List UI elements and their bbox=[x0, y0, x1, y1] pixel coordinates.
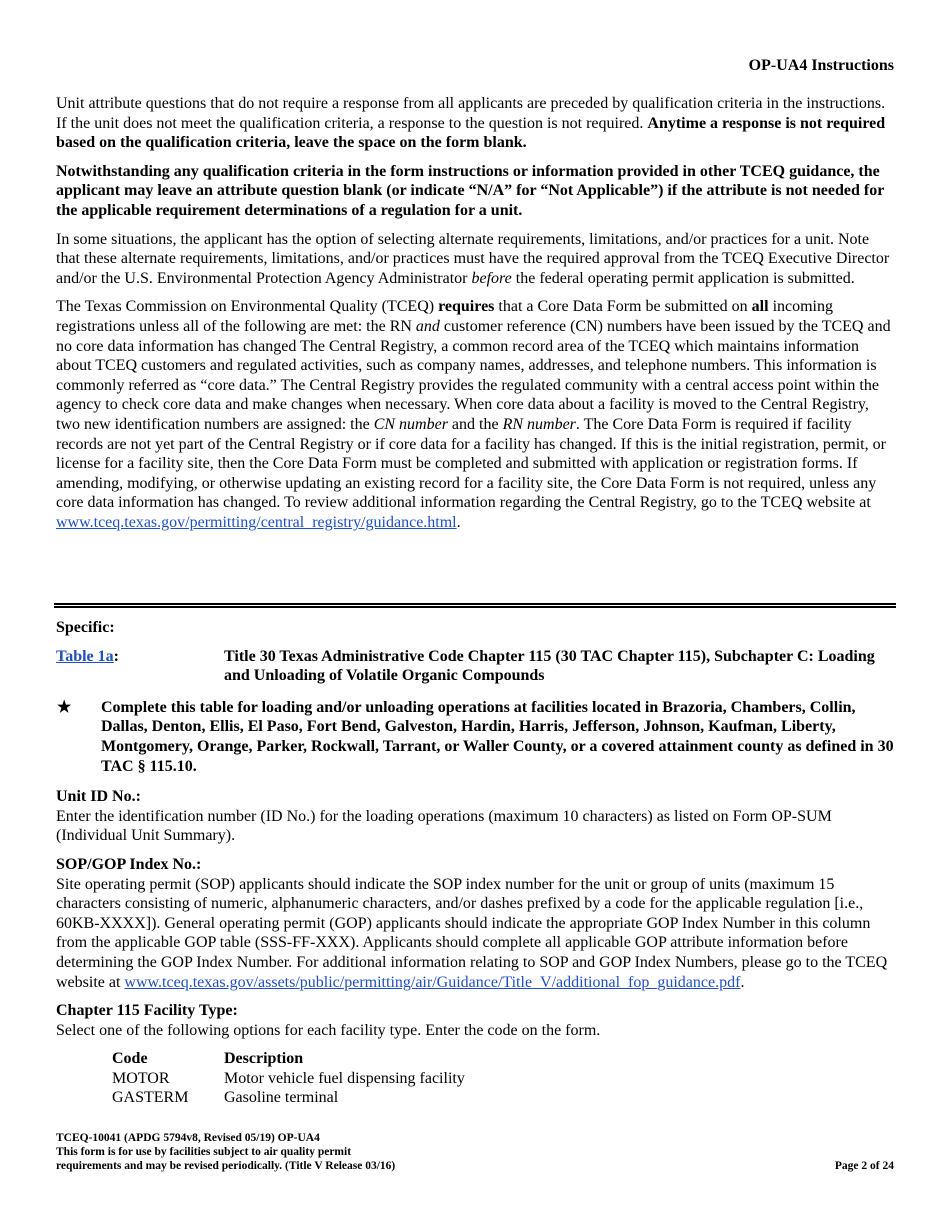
paragraph-italic-text: CN number bbox=[373, 415, 448, 433]
paragraph-bold-text: all bbox=[751, 298, 769, 316]
intro-content bbox=[56, 94, 896, 541]
paragraph-text: . bbox=[456, 513, 461, 531]
fop-guidance-link[interactable]: www.tceq.texas.gov/assets/public/permitting/air/Guidance/Title_V/additional_fop_guidance.pdf bbox=[124, 973, 741, 991]
paragraph-text: The Texas Commission on Environmental Quality (TCEQ) bbox=[56, 298, 439, 316]
paragraph-italic-text: and bbox=[415, 317, 440, 335]
page-footer bbox=[56, 1131, 395, 1173]
code-cell: GASTERM bbox=[112, 1089, 189, 1107]
paragraph-core-data bbox=[56, 297, 896, 532]
specific-heading: Specific: bbox=[56, 619, 115, 636]
description-cell: Gasoline terminal bbox=[224, 1089, 339, 1107]
paragraph-italic-text: before bbox=[471, 269, 512, 287]
facility-type-heading: Chapter 115 Facility Type: bbox=[56, 1002, 238, 1020]
table-title: Title 30 Texas Administrative Code Chapter 115 (30 TAC Chapter 115), Subchapter C: Loading and Unloading of Volatile Organic Compounds bbox=[224, 647, 875, 685]
paragraph-text: that a Core Data Form be submitted on bbox=[494, 298, 752, 316]
unit-id-heading: Unit ID No.: bbox=[56, 788, 141, 806]
star-icon: ★ bbox=[57, 698, 72, 716]
sop-gop-section bbox=[56, 855, 896, 992]
paragraph-notwithstanding: Notwithstanding any qualification criteria in the form instructions or information provided in other TCEQ guidance, the applicant may leave an attribute question blank (or indicate “N/A” for “Not Applicable”) if the attribute is not needed for the applicable requirement determinations of a regulation for a unit. bbox=[56, 162, 884, 219]
facility-type-text: Select one of the following options for each facility type. Enter the code on the form. bbox=[56, 1021, 601, 1039]
star-note bbox=[56, 698, 896, 776]
description-column-header: Description bbox=[224, 1050, 304, 1068]
unit-id-text: Enter the identification number (ID No.) for the loading operations (maximum 10 characters) as listed on Form OP-SUM (Individual Unit Summary). bbox=[56, 807, 832, 845]
footer-note-line2: requirements and may be revised periodically. (Title V Release 03/16) bbox=[56, 1160, 396, 1172]
sop-gop-text: Site operating permit (SOP) applicants should indicate the SOP index number for the unit or group of units (maximum 15 characters consisting of numeric, alphanumeric characters, and/or dashes prefixed by a code for the applicable regulation [i.e., 60KB-XXXX]). General operating permit (GOP) applicants should indicate the appropriate GOP Index Number in this column from the applicable GOP table (SSS-FF-XXX). Applicants should complete all applicable GOP attribute information before determining the GOP Index Number. For additional information relating to SOP and GOP Index Numbers, please go to the TCEQ website at bbox=[56, 875, 888, 991]
table-1a-link[interactable]: Table 1a bbox=[56, 647, 114, 665]
code-cell: MOTOR bbox=[112, 1069, 170, 1087]
paragraph-text: Unit attribute questions that do not require a response from all applicants are preceded by qualification criteria in the instructions. If the unit does not meet the qualification criteria, a response to the question is not required. bbox=[56, 95, 886, 132]
paragraph-text: . The Core Data Form is required if facility records are not yet part of the Central Registry or if core data for a facility has changed. If this is the initial registration, permit, or license for a facility site, then the Core Data Form must be completed and submitted with application or registration forms. If amending, modifying, or otherwise updating an existing record for a facility site, the Core Data Form is not required, unless any core data information has changed. To review additional information regarding the Central Registry, go to the TCEQ website at bbox=[56, 415, 886, 512]
code-table-header bbox=[112, 1049, 896, 1069]
facility-code-table bbox=[112, 1049, 896, 1108]
paragraph-bold-text: requires bbox=[438, 298, 495, 316]
paragraph-qualification bbox=[56, 94, 896, 153]
paragraph-alternate-requirements bbox=[56, 230, 896, 289]
paragraph-text: In some situations, the applicant has the option of selecting alternate requirements, limitations, and/or practices for a unit. Note that these alternate requirements, limitations, and/or practices must have the required approval from the TCEQ Executive Director and/or the U.S. Environmental Protection Agency Administrator bbox=[56, 230, 890, 287]
code-column-header: Code bbox=[112, 1050, 148, 1068]
table-row bbox=[112, 1088, 896, 1108]
footer-form-id: TCEQ-10041 (APDG 5794v8, Revised 05/19) OP-UA4 bbox=[56, 1132, 320, 1144]
page-header-title: OP-UA4 Instructions bbox=[748, 57, 894, 74]
paragraph-italic-text: RN number bbox=[502, 415, 576, 433]
specific-content bbox=[56, 618, 896, 1117]
page-number: Page 2 of 24 bbox=[834, 1160, 894, 1172]
table-reference bbox=[56, 647, 224, 686]
paragraph-text: customer reference (CN) numbers have been issued by the TCEQ and no core data information has changed The Central Registry, a common record area of the TCEQ which maintains information about TCEQ customers and regulated activities, such as company names, addresses, and telephone numbers. This information is commonly referred as “core data.” The Central Registry provides the regulated community with a central access point within the agency to check core data and make changes when necessary. When core data about a facility is moved to the Central Registry, two new identification numbers are assigned: the bbox=[56, 317, 891, 433]
paragraph-text: incoming registrations unless all of the following are met: the RN bbox=[56, 298, 833, 335]
sop-gop-text-block bbox=[56, 875, 896, 993]
description-cell: Motor vehicle fuel dispensing facility bbox=[224, 1069, 465, 1087]
facility-type-section bbox=[56, 1001, 896, 1108]
table-colon: : bbox=[113, 647, 119, 665]
sop-gop-heading: SOP/GOP Index No.: bbox=[56, 855, 202, 873]
central-registry-link[interactable]: www.tceq.texas.gov/permitting/central_registry/guidance.html bbox=[56, 513, 457, 531]
sop-gop-end: . bbox=[740, 973, 745, 991]
section-divider bbox=[54, 603, 896, 608]
paragraph-bold-text: Anytime a response is not required based on the qualification criteria, leave the space on the form blank. bbox=[56, 114, 886, 152]
table-row bbox=[112, 1069, 896, 1089]
paragraph-text: the federal operating permit application is submitted. bbox=[511, 269, 855, 287]
paragraph-text: and the bbox=[447, 415, 503, 433]
star-note-text: Complete this table for loading and/or unloading operations at facilities located in Brazoria, Chambers, Collin, Dallas, Denton, Ellis, El Paso, Fort Bend, Galveston, Hardin, Harris, Jefferson, Johnson, Kaufman, Liberty, Montgomery, Orange, Parker, Rockwall, Tarrant, or Waller County, or a covered attainment county as defined in 30 TAC § 115.10. bbox=[101, 698, 894, 775]
footer-note-line1: This form is for use by facilities subject to air quality permit bbox=[56, 1146, 352, 1158]
table-reference-row bbox=[56, 647, 896, 686]
unit-id-section bbox=[56, 787, 896, 846]
